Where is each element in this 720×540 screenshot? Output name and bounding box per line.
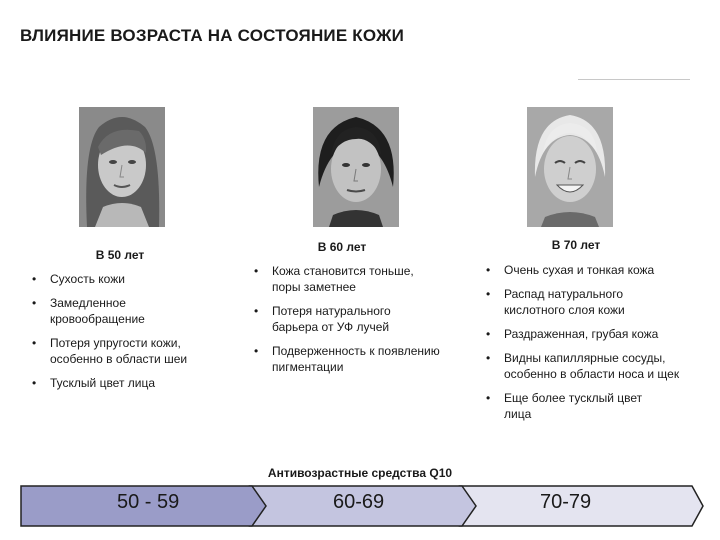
list-item: • Потеря упругости кожи, особенно в области шеи <box>28 335 218 367</box>
list-item: • Распад натурального кислотного слоя кожи <box>482 286 654 318</box>
list-item: • Сухость кожи <box>28 271 218 287</box>
list-item: • Замедленное кровообращение <box>28 295 170 327</box>
column-heading-60: В 60 лет <box>317 240 367 254</box>
symptoms-list-70 <box>482 262 702 430</box>
symptoms-list-50 <box>28 271 218 399</box>
stage-label-60-69: 60-69 <box>333 491 385 513</box>
stage-label-70-79: 70-79 <box>540 491 592 513</box>
portrait-60s-photo <box>313 107 399 227</box>
list-item: • Потеря натурального барьера от УФ лучей <box>250 303 422 335</box>
list-item: • Еще более тусклый цвет лица <box>482 390 654 422</box>
symptoms-list-60 <box>250 263 450 383</box>
stage-label-50-59: 50 - 59 <box>117 491 180 513</box>
list-item: • Очень сухая и тонкая кожа <box>482 262 702 278</box>
list-item: • Тусклый цвет лица <box>28 375 218 391</box>
list-item: • Подверженность к появлению пигментации <box>250 343 442 375</box>
list-item: • Кожа становится тоньше, поры заметнее <box>250 263 444 295</box>
portrait-50s-photo <box>79 107 165 227</box>
column-heading-70: В 70 лет <box>551 238 601 252</box>
portrait-70s-photo <box>527 107 613 227</box>
q10-label: Антивозрастные средства Q10 <box>267 466 453 480</box>
list-item: • Видны капиллярные сосуды, особенно в области носа и щек <box>482 350 704 382</box>
list-item: • Раздраженная, грубая кожа <box>482 326 702 342</box>
column-heading-50: В 50 лет <box>95 248 145 262</box>
page-title: ВЛИЯНИЕ ВОЗРАСТА НА СОСТОЯНИЕ КОЖИ <box>20 26 405 45</box>
divider <box>578 79 690 80</box>
